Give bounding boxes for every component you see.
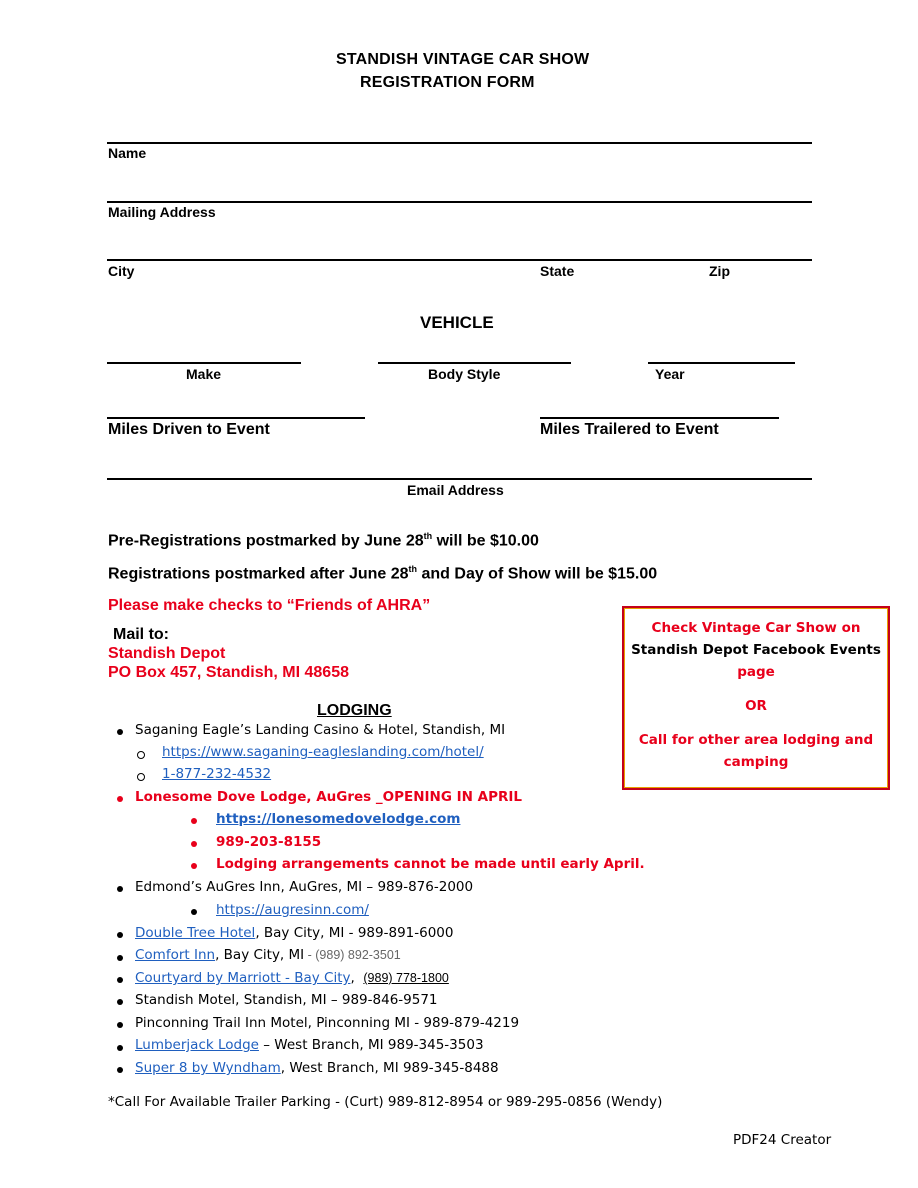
name-label: Name (108, 145, 147, 161)
lodging-super8: Super 8 by Wyndham, West Branch, MI 989-345-8488 (135, 1060, 499, 1076)
lonesome-dove-url-link[interactable]: https://lonesomedovelodge.com (216, 811, 461, 827)
name-rule (107, 142, 812, 144)
make-rule (107, 362, 301, 364)
email-label: Email Address (407, 482, 504, 498)
lodging-edmonds: Edmond’s AuGres Inn, AuGres, MI – 989-876-2000 (135, 879, 474, 895)
bullet-icon (191, 841, 197, 847)
vehicle-heading: VEHICLE (420, 313, 494, 332)
lodging-comfort-inn: Comfort Inn, Bay City, MI - (989) 892-3501 (135, 947, 401, 963)
lodging-heading: LODGING (317, 702, 392, 719)
lodging-lonesome-dove: Lonesome Dove Lodge, AuGres _OPENING IN APRIL (135, 789, 523, 805)
bullet-icon (191, 863, 197, 869)
form-title-line2: REGISTRATION FORM (360, 74, 535, 91)
edmonds-url-link[interactable]: https://augresinn.com/ (216, 902, 369, 918)
saganing-phone-link[interactable]: 1-877-232-4532 (162, 766, 272, 782)
year-rule (648, 362, 795, 364)
state-label: State (540, 263, 575, 279)
bullet-icon (117, 932, 123, 938)
mail-to-label: Mail to: (113, 626, 169, 643)
callout-line5: Call for other area lodging and (638, 732, 874, 748)
lonesome-dove-phone: 989-203-8155 (216, 834, 322, 850)
saganing-url-link[interactable]: https://www.saganing-eagleslanding.com/hotel/ (162, 744, 484, 760)
lodging-lumberjack: Lumberjack Lodge – West Branch, MI 989-345-3503 (135, 1037, 484, 1053)
lodging-standish-motel: Standish Motel, Standish, MI – 989-846-9571 (135, 992, 438, 1008)
bullet-icon (117, 886, 123, 892)
zip-label: Zip (709, 263, 730, 279)
trailer-parking-note: *Call For Available Trailer Parking - (Curt) 989-812-8954 or 989-295-0856 (Wendy) (108, 1094, 663, 1110)
bullet-icon (117, 796, 123, 802)
super8-link[interactable]: Super 8 by Wyndham (135, 1060, 281, 1076)
comfort-inn-link[interactable]: Comfort Inn (135, 947, 216, 963)
bullet-icon (191, 909, 197, 915)
miles-driven-rule (107, 417, 365, 419)
miles-driven-label: Miles Driven to Event (108, 421, 270, 438)
lonesome-dove-note: Lodging arrangements cannot be made until early April. (216, 856, 645, 872)
body-style-rule (378, 362, 571, 364)
lodging-doubletree: Double Tree Hotel, Bay City, MI - 989-891-6000 (135, 925, 454, 941)
callout-line3: page (737, 664, 775, 680)
doubletree-link[interactable]: Double Tree Hotel (135, 925, 256, 941)
pre-registration-price: Pre-Registrations postmarked by June 28th will be $10.00 (108, 531, 539, 550)
miles-trailered-rule (540, 417, 779, 419)
callout-line6: camping (723, 754, 789, 770)
year-label: Year (655, 366, 685, 382)
circle-bullet-icon (137, 751, 145, 759)
lodging-courtyard: Courtyard by Marriott - Bay City, (989) 778-1800 (135, 970, 449, 986)
lodging-saganing: Saganing Eagle’s Landing Casino & Hotel, Standish, MI (135, 722, 506, 738)
city-label: City (108, 263, 135, 279)
body-style-label: Body Style (428, 366, 501, 382)
bullet-icon (117, 999, 123, 1005)
facebook-callout-box (622, 606, 890, 790)
callout-line2: Standish Depot Facebook Events (631, 642, 881, 658)
bullet-icon (117, 955, 123, 961)
make-label: Make (186, 366, 222, 382)
courtyard-link[interactable]: Courtyard by Marriott - Bay City (135, 970, 351, 986)
callout-or: OR (745, 698, 767, 714)
miles-trailered-label: Miles Trailered to Event (540, 421, 719, 438)
checks-payable-note: Please make checks to “Friends of AHRA” (108, 597, 431, 614)
bullet-icon (117, 1045, 123, 1051)
city-rule (107, 259, 812, 261)
bullet-icon (117, 1067, 123, 1073)
mailing-address-label: Mailing Address (108, 204, 216, 220)
registration-price: Registrations postmarked after June 28th and Day of Show will be $15.00 (108, 564, 658, 583)
bullet-icon (117, 977, 123, 983)
mail-to-name: Standish Depot (108, 645, 226, 662)
bullet-icon (117, 729, 123, 735)
circle-bullet-icon (137, 773, 145, 781)
form-title-line1: STANDISH VINTAGE CAR SHOW (336, 51, 590, 68)
mail-to-address: PO Box 457, Standish, MI 48658 (108, 664, 349, 681)
lodging-pinconning: Pinconning Trail Inn Motel, Pinconning MI - 989-879-4219 (135, 1015, 520, 1031)
bullet-icon (117, 1022, 123, 1028)
pdf-creator-footer: PDF24 Creator (733, 1132, 832, 1148)
lumberjack-link[interactable]: Lumberjack Lodge (135, 1037, 259, 1053)
address-rule (107, 201, 812, 203)
callout-line1: Check Vintage Car Show on (651, 620, 861, 636)
email-rule (107, 478, 812, 480)
bullet-icon (191, 818, 197, 824)
